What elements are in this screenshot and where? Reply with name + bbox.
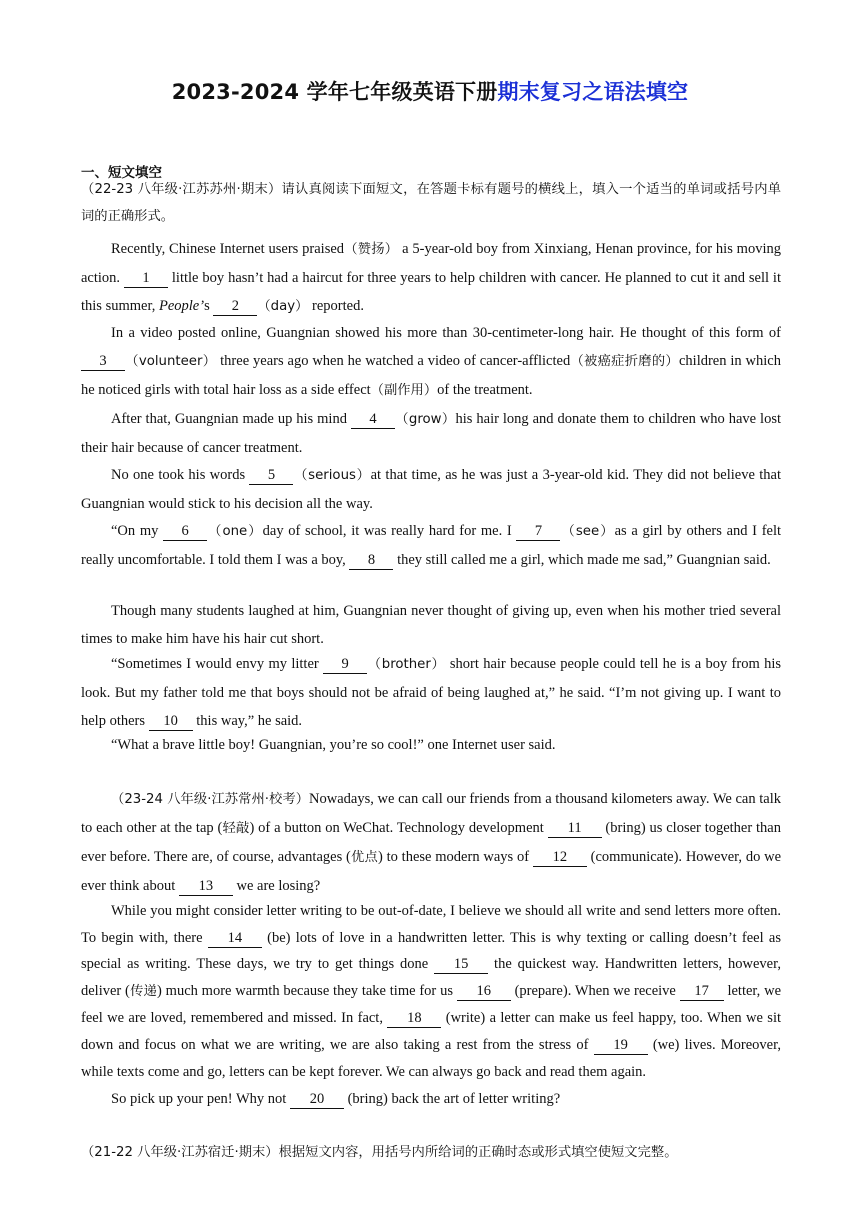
passage1-paragraph: No one took his words 5 （serious）at that time, as he was just a 3-year-old kid. They did not believe that Guangnian would stick to his decision all the way. bbox=[81, 467, 781, 512]
passage1-paragraph: “On my 6 （one）day of school, it was really hard for me. I 7 （see）as a girl by others and I felt really uncomfortable. I told them I was a boy, 8 they still called me a girl, which made me sad,” Guangnian said. bbox=[81, 523, 782, 568]
blank-5[interactable]: 5 bbox=[249, 466, 293, 485]
passage1-paragraph: Though many students laughed at him, Guangnian never thought of giving up, even when his mother tried several times to make him have his hair cut short. bbox=[81, 603, 781, 647]
blank-4[interactable]: 4 bbox=[351, 410, 395, 429]
page-title: 2023-2024 学年七年级英语下册期末复习之语法填空 bbox=[171, 80, 689, 104]
blank-1[interactable]: 1 bbox=[124, 269, 168, 288]
blank-2[interactable]: 2 bbox=[213, 297, 257, 316]
blank-12[interactable]: 12 bbox=[533, 848, 587, 867]
passage2-paragraph: （23-24 八年级·江苏常州·校考）Nowadays, we can call our friends from a thousand kilometers away. We can talk to each other at the tap (轻敲) of a button on WeChat. Technology development 11 (bring) us closer together than ever before. There are, of course, advantages (优点) to these modern ways of 12 (communicate). However, do we ever think about 13 we are losing? bbox=[81, 791, 782, 894]
blank-19[interactable]: 19 bbox=[594, 1036, 648, 1055]
passage1-paragraph: In a video posted online, Guangnian showed his more than 30-centimeter-long hair. He thought of this form of 3 （volunteer） three years ago when he watched a video of cancer-afflicted（被癌症折磨的）children in which he noticed girls with total hair loss as a side effect（副作用）of the treatment. bbox=[81, 325, 781, 398]
passage1-paragraph: “What a brave little boy! Guangnian, you’re so cool!” one Internet user said. bbox=[111, 737, 556, 753]
passage3-intro: （21-22 八年级·江苏宿迁·期末）根据短文内容，用括号内所给词的正确时态或形式填空使短文完整。 bbox=[81, 1145, 678, 1160]
blank-13[interactable]: 13 bbox=[179, 877, 233, 896]
blank-9[interactable]: 9 bbox=[323, 655, 367, 674]
blank-17[interactable]: 17 bbox=[680, 982, 724, 1001]
section-heading: 一、短文填空 bbox=[81, 165, 162, 181]
blank-8[interactable]: 8 bbox=[349, 551, 393, 570]
blank-7[interactable]: 7 bbox=[516, 522, 560, 541]
blank-10[interactable]: 10 bbox=[149, 712, 193, 731]
passage1-paragraph: After that, Guangnian made up his mind 4 （grow）his hair long and donate them to children who have lost their hair because of cancer treatment. bbox=[81, 411, 781, 456]
passage1-paragraph: Recently, Chinese Internet users praised（赞扬） a 5-year-old boy from Xinxiang, Henan province, for his moving action. 1 little boy hasn’t had a haircut for three years to help children with cancer. He planned to cut it and sell it this summer, People’s 2 （day） reported. bbox=[81, 241, 781, 314]
blank-16[interactable]: 16 bbox=[457, 982, 511, 1001]
blank-15[interactable]: 15 bbox=[434, 955, 488, 974]
passage2-paragraph: While you might consider letter writing to be out-of-date, I believe we should all write and send letters more often. To begin with, there 14 (be) lots of love in a handwritten letter. This is why texting or calling doesn’t feel as special as writing. These days, we try to get things done 15 the quickest way. Handwritten letters, however, deliver (传递) much more warmth because they take time for us 16 (prepare). When we receive 17 letter, we feel we are loved, remembered and missed. In fact, 18 (write) a letter can make us feel happy, too. When we sit down and focus on what we are writing, we are also taking a rest from the stress of 19 (we) lives. Moreover, while texts come and go, letters can be kept forever. We can always go back and read them again. bbox=[81, 903, 782, 1080]
blank-20[interactable]: 20 bbox=[290, 1090, 344, 1109]
passage2-paragraph: So pick up your pen! Why not 20 (bring) back the art of letter writing? bbox=[111, 1091, 561, 1107]
blank-6[interactable]: 6 bbox=[163, 522, 207, 541]
passage1-paragraph: “Sometimes I would envy my litter 9 （brother） short hair because people could tell he is a boy from his look. But my father told me that boys should not be afraid of being laughed at,” he said. “I’m not giving up. I want to help others 10 this way,” he said. bbox=[81, 656, 781, 729]
blank-18[interactable]: 18 bbox=[387, 1009, 441, 1028]
passage2-source: （23-24 八年级·江苏常州·校考） bbox=[111, 792, 310, 807]
blank-11[interactable]: 11 bbox=[548, 819, 602, 838]
blank-14[interactable]: 14 bbox=[208, 929, 262, 948]
passage1-intro: （22-23 八年级·江苏苏州·期末）请认真阅读下面短文，在答题卡标有题号的横线上，填入一个适当的单词或括号内单词的正确形式。 bbox=[81, 182, 782, 224]
blank-3[interactable]: 3 bbox=[81, 352, 125, 371]
